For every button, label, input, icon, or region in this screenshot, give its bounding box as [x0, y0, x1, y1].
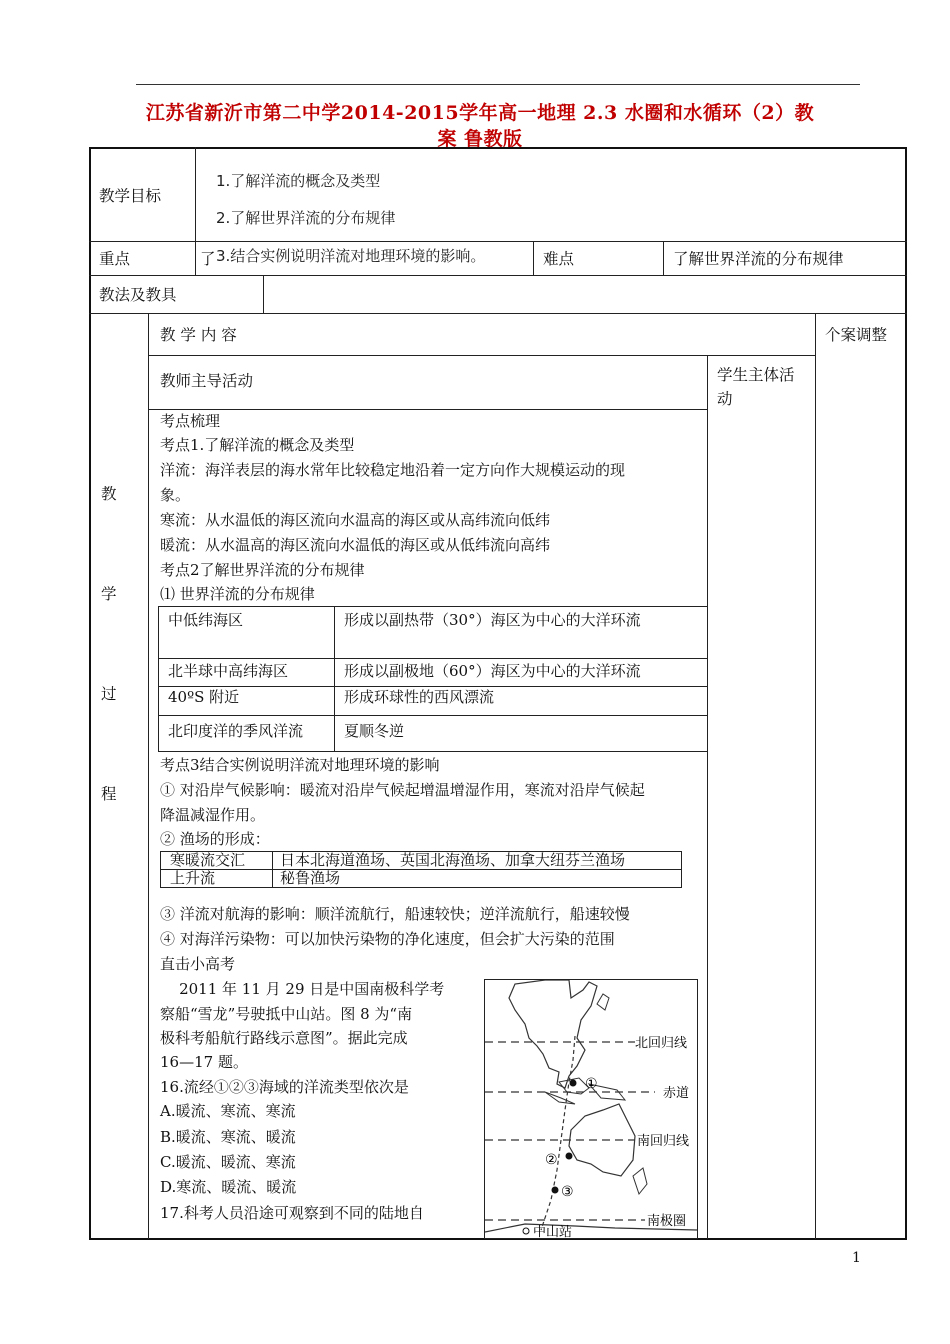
goal-item-3: 3.结合实例说明洋流对地理环境的影响。	[216, 247, 486, 265]
method-divider	[263, 275, 264, 313]
content-line: ⑴ 世界洋流的分布规律	[160, 585, 315, 603]
point-1-label: ①	[585, 1076, 598, 1092]
document-title-line2: 案 鲁教版	[437, 128, 523, 150]
key-divider-2	[663, 241, 664, 275]
marker-1	[570, 1080, 577, 1087]
document-title-line1: 江苏省新沂市第二中学2014-2015学年高一地理 2.3 水圈和水循环（2）教	[145, 102, 815, 124]
content-header: 教 学 内 容	[160, 326, 237, 344]
tropic-cancer-label: 北回归线	[635, 1036, 688, 1051]
goal-item-2: 2.了解世界洋流的分布规律	[216, 209, 396, 227]
marker-2	[566, 1153, 573, 1160]
fishery-examples: 秘鲁渔场	[280, 869, 341, 887]
process-char-4: 程	[101, 785, 117, 803]
teacher-header-bottom	[148, 409, 707, 410]
question-17: 17.科考人员沿途可观察到不同的陆地自	[160, 1204, 424, 1222]
route-map	[484, 979, 698, 1239]
goal-label: 教学目标	[99, 187, 162, 205]
difficulty-label: 难点	[543, 250, 575, 268]
option-d: D.寒流、暖流、暖流	[160, 1178, 297, 1196]
content-line: 考点1.了解洋流的概念及类型	[160, 436, 355, 454]
adjust-header: 个案调整	[825, 326, 888, 344]
tropic-capricorn-label: 南回归线	[637, 1134, 690, 1149]
dist-pattern: 形成以副极地（60°）海区为中心的大洋环流	[344, 662, 641, 680]
student-header: 学生主体活动	[717, 366, 795, 408]
process-char-3: 过	[101, 685, 117, 703]
option-b: B.暖流、寒流、暖流	[160, 1128, 296, 1146]
goal-divider	[195, 147, 196, 275]
content-line: ③ 洋流对航海的影响：顺洋流航行，船速较快；逆洋流航行，船速较慢	[160, 905, 630, 923]
dist-pattern: 形成环球性的西风漂流	[344, 688, 495, 706]
option-c: C.暖流、暖流、寒流	[160, 1153, 296, 1171]
dist-region: 北印度洋的季风洋流	[168, 722, 304, 740]
japan-island	[597, 994, 609, 1010]
fishery-type: 寒暖流交汇	[170, 851, 246, 869]
process-char-1: 教	[101, 485, 117, 503]
sumatra-island	[545, 1092, 575, 1104]
dist-region: 中低纬海区	[168, 611, 244, 629]
station-marker	[523, 1228, 529, 1234]
adjust-divider	[815, 313, 816, 1239]
content-line: 考点3结合实例说明洋流对地理环境的影响	[160, 756, 440, 774]
ship-route	[541, 1036, 575, 1230]
fisheries-table	[160, 851, 682, 887]
dist-region: 北半球中高纬海区	[168, 662, 289, 680]
fishery-examples: 日本北海道渔场、英国北海渔场、加拿大纽芬兰渔场	[280, 851, 626, 869]
process-left-divider	[148, 313, 149, 1239]
teacher-header: 教师主导活动	[160, 372, 254, 390]
route-map-graphic	[485, 980, 697, 1238]
point-3-label: ③	[561, 1184, 574, 1200]
point-2-label: ②	[545, 1152, 558, 1168]
question-intro: 极科考船航行路线示意图”。据此完成	[160, 1029, 408, 1047]
process-row-top	[89, 313, 907, 314]
key-divider-1	[533, 241, 534, 275]
content-line: 寒流：从水温低的海区流向水温高的海区或从高纬流向低纬	[160, 511, 551, 529]
dist-pattern: 夏顺冬逆	[344, 722, 405, 740]
student-divider	[707, 355, 708, 1239]
content-line: 考点2了解世界洋流的分布规律	[160, 561, 365, 579]
table-top-border	[89, 147, 907, 149]
key-row-top	[89, 241, 907, 242]
table-left-border	[89, 147, 91, 1239]
content-line: ② 渔场的形成：	[160, 830, 270, 848]
marker-3	[552, 1187, 559, 1194]
content-line: 降温减湿作用。	[160, 806, 266, 824]
antarctic-circle-label: 南极圈	[647, 1214, 687, 1229]
content-line: ① 对沿岸气候影响：暖流对沿岸气候起增温增湿作用，寒流对沿岸气候起	[160, 781, 645, 799]
question-intro: 2011 年 11 月 29 日是中国南极科学考	[160, 980, 445, 998]
dist-region: 40ºS 附近	[168, 688, 240, 706]
process-char-2: 学	[101, 585, 117, 603]
option-a: A.暖流、寒流、寒流	[160, 1102, 296, 1120]
content-line: 考点梳理	[160, 412, 221, 430]
question-intro: 察船“雪龙”号驶抵中山站。图 8 为“南	[160, 1005, 413, 1023]
station-label: 中山站	[533, 1225, 573, 1238]
content-line: 洋流：海洋表层的海水常年比较稳定地沿着一定方向作大规模运动的现	[160, 461, 626, 479]
method-row-top	[89, 275, 907, 276]
dist-pattern: 形成以副热带（30°）海区为中心的大洋环流	[344, 611, 641, 629]
table-right-border	[905, 147, 907, 1239]
distribution-table	[158, 606, 708, 751]
content-line: 暖流：从水温高的海区流向水温低的海区或从低纬流向高纬	[160, 536, 551, 554]
difficulty-value: 了解世界洋流的分布规律	[673, 250, 844, 268]
goal-item-1: 1.了解洋流的概念及类型	[216, 172, 381, 190]
content-header-bottom	[148, 355, 815, 356]
asia-coastline	[509, 980, 597, 1088]
key-prefix: 了	[200, 250, 216, 268]
method-label: 教法及教具	[99, 286, 177, 304]
page-number: 1	[852, 1250, 861, 1266]
header-rule	[136, 84, 860, 85]
new-zealand-island	[633, 1168, 647, 1194]
fishery-type: 上升流	[170, 869, 216, 887]
content-line: 象。	[160, 486, 191, 504]
equator-label: 赤道	[663, 1086, 690, 1101]
content-line: 直击小高考	[160, 955, 236, 973]
content-line: ④ 对海洋污染物：可以加快污染物的净化速度，但会扩大污染的范围	[160, 930, 615, 948]
question-intro: 16—17 题。	[160, 1053, 248, 1071]
question-16: 16.流经①②③海域的洋流类型依次是	[160, 1078, 409, 1096]
key-label: 重点	[99, 250, 131, 268]
